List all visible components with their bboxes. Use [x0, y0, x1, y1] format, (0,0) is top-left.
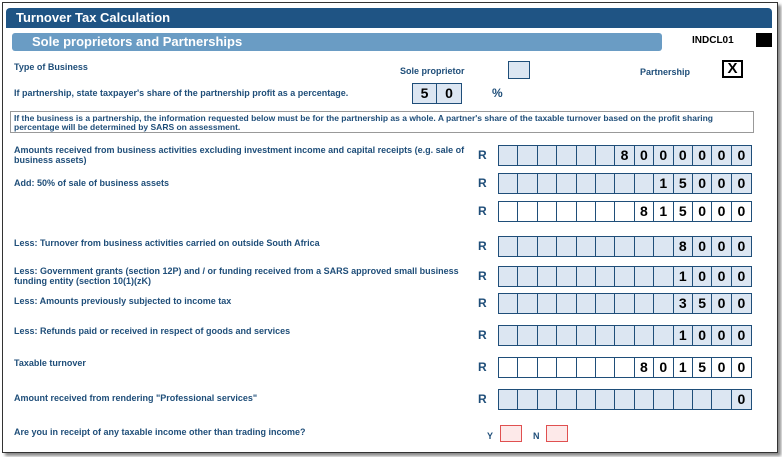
- type-of-business-label: Type of Business: [14, 62, 88, 72]
- currency-symbol: R: [478, 296, 487, 310]
- other-income-question: Are you in receipt of any taxable income other than trading income?: [14, 427, 306, 437]
- amount-digit[interactable]: [499, 358, 518, 377]
- amount-digit[interactable]: [615, 202, 634, 221]
- amount-digit[interactable]: [596, 390, 615, 409]
- amount-digit[interactable]: [557, 174, 576, 193]
- amount-digit[interactable]: [635, 326, 654, 345]
- sole-proprietor-checkbox[interactable]: [508, 61, 530, 79]
- amount-input[interactable]: [498, 266, 752, 287]
- currency-symbol: R: [478, 360, 487, 374]
- amount-digit[interactable]: [596, 146, 615, 165]
- amount-digit[interactable]: [577, 174, 596, 193]
- amount-digit[interactable]: 0: [732, 237, 751, 256]
- amount-digit[interactable]: 0: [712, 358, 731, 377]
- amount-digit[interactable]: [518, 174, 537, 193]
- amount-digit[interactable]: 1: [674, 267, 693, 286]
- row-label: Less: Refunds paid or received in respect of goods and services: [14, 326, 291, 336]
- amount-input[interactable]: [498, 236, 752, 257]
- amount-digit[interactable]: [557, 202, 576, 221]
- yes-label: Y: [487, 431, 494, 441]
- form-title: Turnover Tax Calculation: [6, 8, 772, 28]
- row-label: Amount received from rendering "Professional services": [14, 393, 258, 403]
- amount-digit[interactable]: [635, 267, 654, 286]
- section-title: Sole proprietors and Partnerships: [12, 33, 662, 51]
- amount-digit[interactable]: [557, 267, 576, 286]
- amount-digit[interactable]: [577, 202, 596, 221]
- amount-digit[interactable]: [654, 294, 673, 313]
- amount-digit[interactable]: [538, 358, 557, 377]
- amount-digit[interactable]: [557, 237, 576, 256]
- amount-digit[interactable]: 0: [732, 358, 751, 377]
- currency-symbol: R: [478, 176, 487, 190]
- amount-digit[interactable]: 0: [712, 174, 731, 193]
- amount-digit[interactable]: 8: [674, 237, 693, 256]
- amount-input[interactable]: [498, 357, 752, 378]
- amount-digit[interactable]: [635, 390, 654, 409]
- amount-digit[interactable]: [557, 294, 576, 313]
- amount-digit[interactable]: [596, 202, 615, 221]
- amount-digit[interactable]: 0: [654, 146, 673, 165]
- amount-digit[interactable]: [499, 326, 518, 345]
- amount-digit[interactable]: [538, 267, 557, 286]
- amount-digit[interactable]: [518, 237, 537, 256]
- amount-digit[interactable]: 5: [674, 202, 693, 221]
- amount-digit[interactable]: [577, 294, 596, 313]
- amount-digit[interactable]: [518, 358, 537, 377]
- amount-digit[interactable]: [557, 326, 576, 345]
- row-label: Amounts received from business activities excluding investment income and capital receipts (e.g. sale of business assets): [14, 145, 465, 165]
- amount-digit[interactable]: [557, 358, 576, 377]
- no-label: N: [533, 431, 540, 441]
- amount-digit[interactable]: [615, 237, 634, 256]
- row-label: Less: Government grants (section 12P) and / or funding received from a SARS approved small business funding entity (section 10(1)(zK): [14, 266, 459, 286]
- amount-digit[interactable]: [499, 174, 518, 193]
- currency-symbol: R: [478, 392, 487, 406]
- currency-symbol: R: [478, 269, 487, 283]
- amount-digit[interactable]: [499, 237, 518, 256]
- amount-digit[interactable]: [596, 294, 615, 313]
- yes-checkbox[interactable]: [500, 425, 522, 442]
- amount-digit[interactable]: [518, 146, 537, 165]
- amount-digit[interactable]: [635, 294, 654, 313]
- amount-digit[interactable]: 0: [732, 390, 751, 409]
- amount-digit[interactable]: [538, 237, 557, 256]
- amount-digit[interactable]: [615, 358, 634, 377]
- amount-digit[interactable]: 0: [712, 146, 731, 165]
- amount-digit[interactable]: 0: [732, 326, 751, 345]
- amount-digit[interactable]: 0: [732, 294, 751, 313]
- amount-digit[interactable]: 1: [654, 174, 673, 193]
- amount-digit[interactable]: [577, 358, 596, 377]
- partnership-note: If the business is a partnership, the information requested below must be for the partnership as a whole. A partner's share of the taxable turnover based on the profit sharing percentage will be determined by SARS on assessment.: [10, 111, 754, 133]
- share-label: If partnership, state taxpayer's share of the partnership profit as a percentage.: [14, 88, 349, 98]
- amount-input[interactable]: [498, 389, 752, 410]
- amount-digit[interactable]: [577, 267, 596, 286]
- amount-digit[interactable]: [557, 146, 576, 165]
- amount-digit[interactable]: [615, 390, 634, 409]
- amount-digit[interactable]: 5: [693, 358, 712, 377]
- amount-digit[interactable]: [654, 326, 673, 345]
- currency-symbol: R: [478, 148, 487, 162]
- amount-digit[interactable]: 1: [674, 326, 693, 345]
- amount-digit[interactable]: 0: [693, 326, 712, 345]
- partnership-checkbox[interactable]: X: [722, 60, 743, 78]
- amount-digit[interactable]: [577, 390, 596, 409]
- row-label: Add: 50% of sale of business assets: [14, 178, 170, 188]
- amount-digit[interactable]: 1: [674, 358, 693, 377]
- amount-digit[interactable]: [499, 294, 518, 313]
- currency-symbol: R: [478, 239, 487, 253]
- row-label: Taxable turnover: [14, 358, 86, 368]
- amount-digit[interactable]: [538, 390, 557, 409]
- amount-digit[interactable]: [577, 326, 596, 345]
- amount-digit[interactable]: 5: [674, 174, 693, 193]
- amount-digit[interactable]: [577, 146, 596, 165]
- amount-digit[interactable]: [635, 237, 654, 256]
- amount-digit[interactable]: [538, 146, 557, 165]
- amount-digit[interactable]: 0: [712, 237, 731, 256]
- amount-digit[interactable]: 0: [712, 326, 731, 345]
- amount-digit[interactable]: 8: [635, 358, 654, 377]
- amount-digit[interactable]: 0: [693, 202, 712, 221]
- amount-digit[interactable]: 0: [635, 146, 654, 165]
- amount-input[interactable]: [498, 201, 752, 222]
- amount-digit[interactable]: 8: [635, 202, 654, 221]
- partnership-label: Partnership: [640, 67, 691, 77]
- amount-digit[interactable]: [712, 390, 731, 409]
- amount-digit[interactable]: 0: [732, 146, 751, 165]
- amount-digit[interactable]: [518, 202, 537, 221]
- amount-digit[interactable]: [654, 237, 673, 256]
- amount-digit[interactable]: 0: [693, 267, 712, 286]
- amount-digit[interactable]: 1: [654, 202, 673, 221]
- amount-input[interactable]: [498, 145, 752, 166]
- amount-digit[interactable]: [654, 267, 673, 286]
- amount-digit[interactable]: 3: [674, 294, 693, 313]
- share-digit[interactable]: 5: [413, 84, 437, 103]
- barcode-marker: [756, 33, 772, 47]
- percent-sign: %: [492, 86, 503, 100]
- amount-digit[interactable]: 0: [732, 202, 751, 221]
- amount-digit[interactable]: 0: [693, 237, 712, 256]
- share-digit[interactable]: 0: [437, 84, 461, 103]
- amount-digit[interactable]: [635, 174, 654, 193]
- amount-digit[interactable]: [654, 390, 673, 409]
- amount-digit[interactable]: [615, 326, 634, 345]
- amount-digit[interactable]: [596, 174, 615, 193]
- amount-digit[interactable]: 0: [693, 174, 712, 193]
- amount-digit[interactable]: [538, 294, 557, 313]
- amount-digit[interactable]: [615, 294, 634, 313]
- amount-digit[interactable]: [557, 390, 576, 409]
- amount-digit[interactable]: 5: [693, 294, 712, 313]
- amount-digit[interactable]: [499, 390, 518, 409]
- share-percentage-input[interactable]: [412, 83, 462, 104]
- sole-proprietor-label: Sole proprietor: [400, 66, 465, 76]
- amount-digit[interactable]: [538, 202, 557, 221]
- amount-digit[interactable]: [538, 326, 557, 345]
- amount-digit[interactable]: [499, 146, 518, 165]
- no-checkbox[interactable]: [546, 425, 568, 442]
- amount-digit[interactable]: [499, 267, 518, 286]
- amount-digit[interactable]: [596, 358, 615, 377]
- amount-input[interactable]: [498, 293, 752, 314]
- amount-digit[interactable]: [674, 390, 693, 409]
- amount-digit[interactable]: [499, 202, 518, 221]
- row-label: Less: Amounts previously subjected to income tax: [14, 296, 232, 306]
- amount-digit[interactable]: 0: [654, 358, 673, 377]
- amount-digit[interactable]: [518, 326, 537, 345]
- currency-symbol: R: [478, 204, 487, 218]
- amount-digit[interactable]: [596, 326, 615, 345]
- amount-digit[interactable]: [615, 267, 634, 286]
- amount-digit[interactable]: [693, 390, 712, 409]
- form-code: INDCL01: [692, 35, 734, 46]
- amount-digit[interactable]: 0: [712, 294, 731, 313]
- row-label: Less: Turnover from business activities carried on outside South Africa: [14, 238, 320, 248]
- amount-digit[interactable]: 0: [732, 174, 751, 193]
- amount-digit[interactable]: [538, 174, 557, 193]
- amount-digit[interactable]: 0: [712, 202, 731, 221]
- amount-digit[interactable]: 8: [615, 146, 634, 165]
- amount-digit[interactable]: 0: [732, 267, 751, 286]
- amount-digit[interactable]: 0: [674, 146, 693, 165]
- currency-symbol: R: [478, 328, 487, 342]
- amount-input[interactable]: [498, 325, 752, 346]
- amount-digit[interactable]: 0: [693, 146, 712, 165]
- amount-digit[interactable]: 0: [712, 267, 731, 286]
- amount-digit[interactable]: [577, 237, 596, 256]
- amount-input[interactable]: [498, 173, 752, 194]
- amount-digit[interactable]: [518, 294, 537, 313]
- amount-digit[interactable]: [596, 267, 615, 286]
- amount-digit[interactable]: [518, 267, 537, 286]
- amount-digit[interactable]: [615, 174, 634, 193]
- amount-digit[interactable]: [518, 390, 537, 409]
- amount-digit[interactable]: [596, 237, 615, 256]
